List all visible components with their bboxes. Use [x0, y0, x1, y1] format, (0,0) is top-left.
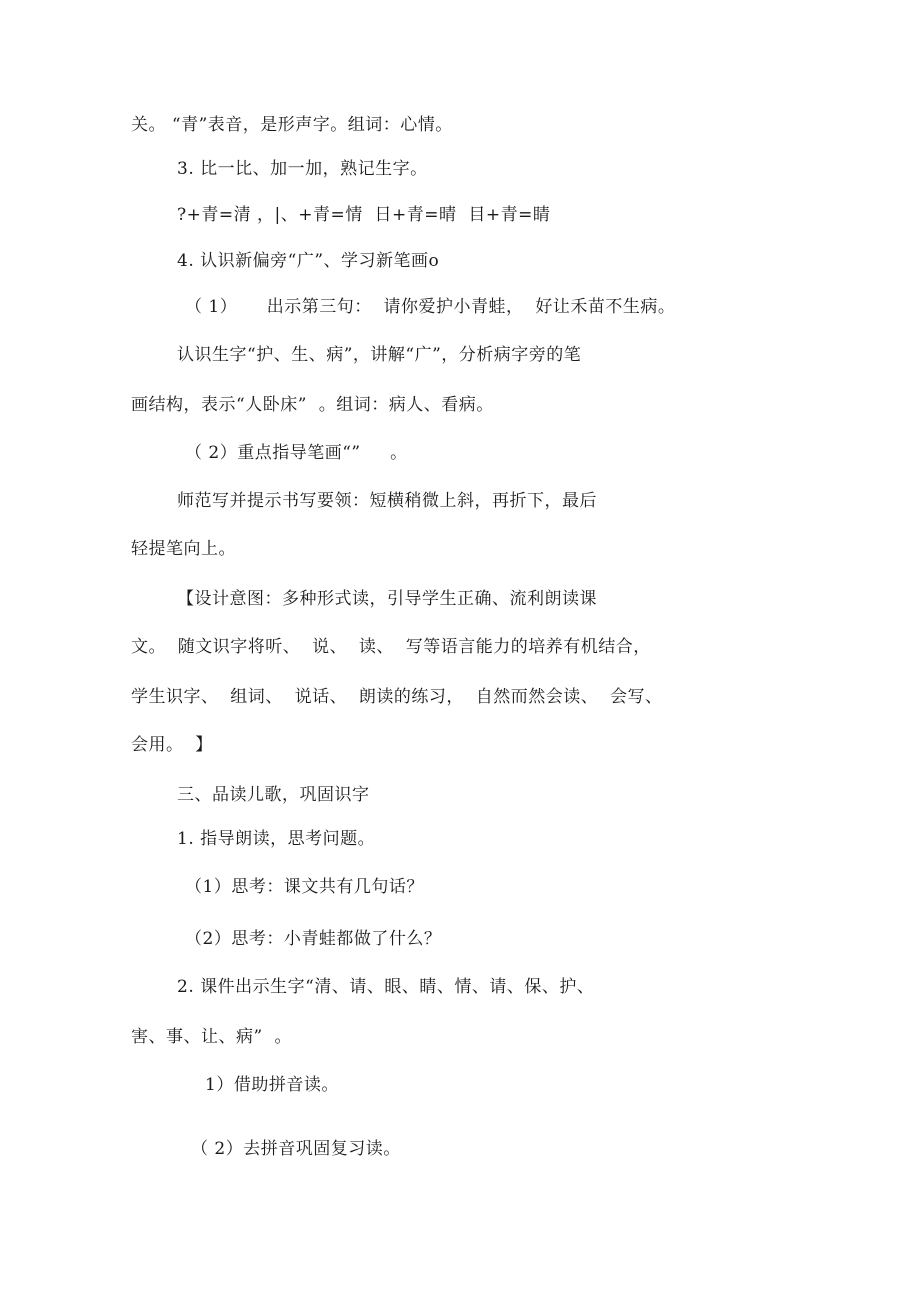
text-line-18: （2）思考：小青蛙都做了什么？	[185, 929, 442, 949]
text-line-15: 三、品读儿歌，巩固识字	[177, 785, 370, 805]
text-line-20: 害、事、让、病” 。	[131, 1027, 292, 1047]
text-line-22: （ 2）去拼音巩固复习读。	[191, 1139, 401, 1159]
text-line-3: ?+青=清 ，|、+青=情 日+青=晴 目+青=睛	[177, 205, 551, 225]
text-line-17: （1）思考：课文共有几句话？	[185, 877, 424, 897]
text-line-12: 文。 随文识字将听、 说、 读、 写等语言能力的培养有机结合，	[131, 637, 651, 657]
text-line-1: 关。 “青”表音，是形声字。组词：心情。	[131, 115, 453, 135]
text-line-6: 认识生字“护、生、病”，讲解“广”，分析病字旁的笔	[177, 345, 582, 365]
text-line-14: 会用。 】	[131, 735, 213, 755]
text-line-19: 2. 课件出示生字“清、请、眼、睛、情、请、保、护、	[177, 977, 595, 997]
text-line-5: （ 1） 出示第三句： 请你爱护小青蛙， 好让禾苗不生病。	[185, 297, 676, 317]
text-line-13: 学生识字、 组词、 说话、 朗读的练习， 自然而然会读、 会写、	[131, 687, 663, 707]
text-line-21: 1）借助拼音读。	[205, 1075, 339, 1095]
text-line-16: 1. 指导朗读，思考问题。	[177, 829, 376, 849]
text-line-9: 师范写并提示书写要领：短横稍微上斜，再折下，最后	[177, 491, 597, 511]
text-line-7: 画结构，表示“人卧床” 。组词：病人、看病。	[131, 395, 494, 415]
text-line-10: 轻提笔向上。	[131, 539, 236, 559]
text-line-8: （ 2）重点指导笔画“” 。	[185, 443, 408, 463]
text-line-2: 3. 比一比、加一加，熟记生字。	[177, 159, 428, 179]
text-line-4: 4. 认识新偏旁“广”、学习新笔画o	[177, 251, 440, 271]
text-line-11: 【设计意图：多种形式读，引导学生正确、流利朗读课	[177, 589, 597, 609]
